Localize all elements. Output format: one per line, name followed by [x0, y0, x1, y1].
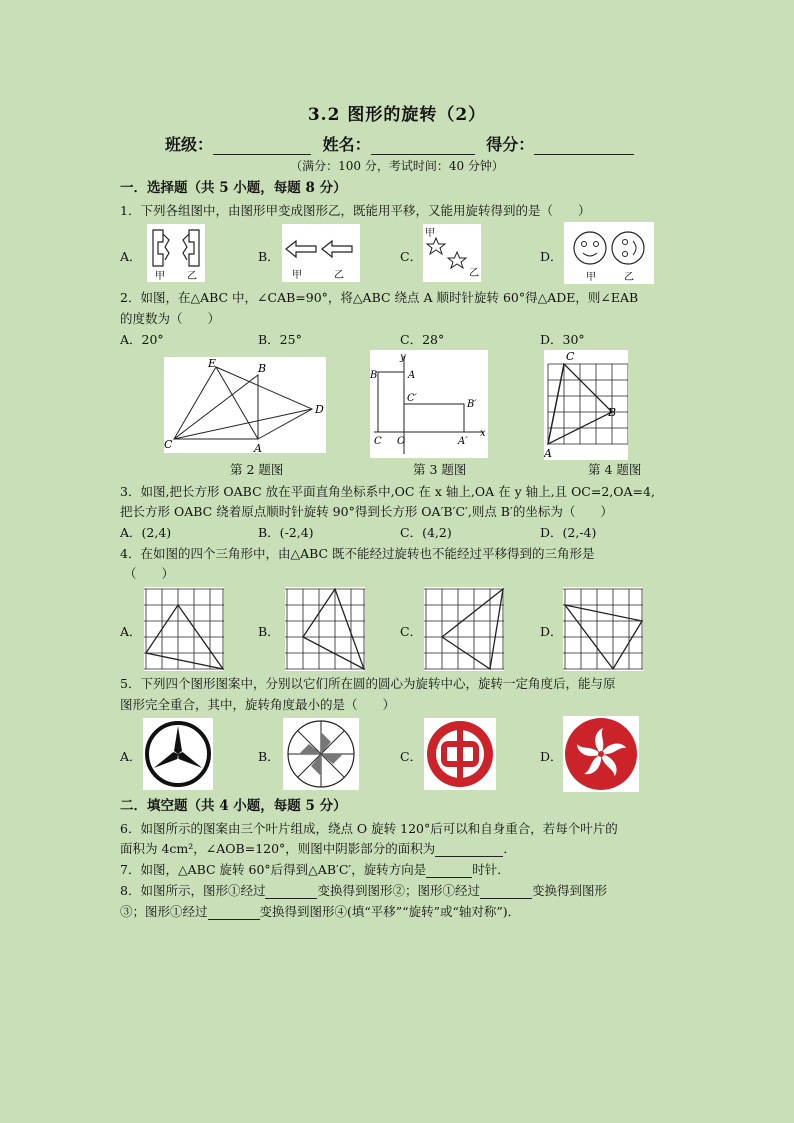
fig2: [164, 357, 326, 453]
fig2-label-e: E: [208, 357, 217, 370]
section2-heading: 二．填空题（共 4 小题，每题 5 分）: [120, 798, 347, 814]
q6-answer-blank[interactable]: [435, 842, 503, 857]
page-title: 3.2 图形的旋转（2）: [307, 105, 487, 125]
q1b-yi: 乙: [334, 270, 344, 281]
q7-end: 时针．: [472, 862, 510, 877]
q5-stem-line1: 5．下列四个图形图案中，分别以它们所在圆的圆心为旋转中心，旋转一定角度后，能与原: [120, 676, 616, 691]
q6-line2-end: ．: [503, 841, 516, 856]
q8-blank-1[interactable]: [265, 884, 317, 899]
fig2-label-a: A: [254, 442, 262, 453]
q5-option-b-label: B．: [258, 749, 280, 764]
q1-option-b-label: B．: [258, 249, 280, 264]
q1c-yi: 乙: [469, 268, 479, 279]
q3-option-d[interactable]: D．(2,-4): [540, 525, 597, 540]
bank-logo-icon: [424, 718, 496, 790]
q8-text-c: 变换得到图形: [531, 883, 607, 898]
q8-text-b: 变换得到图形②；图形①经过: [317, 883, 480, 898]
fig3-label-b: B: [370, 370, 378, 381]
q1-option-d-figure[interactable]: [564, 222, 654, 284]
q4-option-a-grid[interactable]: [144, 587, 224, 671]
q8-blank-2[interactable]: [480, 884, 532, 899]
q8-blank-3[interactable]: [208, 905, 260, 920]
q2-stem-line1: 2．如图，在△ABC 中，∠CAB=90°，将△ABC 绕点 A 顺时针旋转 60°得△ADE，则∠EAB: [120, 290, 639, 305]
q5-option-d-label: D．: [540, 749, 563, 764]
q5-option-c-figure[interactable]: [424, 718, 496, 790]
score-label: 得分：: [486, 135, 535, 154]
fig4-caption: 第 4 题图: [588, 462, 642, 477]
q5-option-a-label: A．: [120, 749, 142, 764]
q1-option-d-label: D．: [540, 249, 563, 264]
q4-option-a-label: A．: [120, 624, 142, 639]
q1a-jia: 甲: [155, 271, 165, 282]
class-blank[interactable]: [213, 140, 311, 155]
q1-stem: 1．下列各组图中，由图形甲变成图形乙，既能用平移，又能用旋转得到的是（ ）: [120, 203, 591, 218]
fig2-label-c: C: [164, 438, 173, 451]
q4-option-b-label: B．: [258, 624, 280, 639]
fig4-label-b: B: [608, 406, 617, 419]
q5-stem-line2: 图形完全重合，其中，旋转角度最小的是（ ）: [120, 697, 396, 712]
q3-stem-line1: 3．如图,把长方形 OABC 放在平面直角坐标系中,OC 在 x 轴上,OA 在 y 轴上,且 OC=2,OA=4,: [120, 484, 655, 499]
q1d-yi: 乙: [624, 272, 634, 283]
q4-option-b-grid[interactable]: [285, 587, 365, 671]
q7-text: 7．如图，△ABC 旋转 60°后得到△AB′C′，旋转方向是: [120, 862, 427, 877]
q1a-yi: 乙: [187, 271, 197, 282]
score-blank[interactable]: [534, 140, 634, 155]
three-point-star-icon: [143, 718, 213, 790]
fig4-label-c: C: [566, 350, 575, 363]
q5-option-a-figure[interactable]: [143, 718, 213, 790]
name-blank[interactable]: [371, 140, 475, 155]
fig2-label-b: B: [258, 362, 267, 375]
q3-option-c[interactable]: C．(4,2): [400, 525, 452, 540]
q8-line2: [120, 904, 520, 920]
q4-stem-line2: （ ）: [124, 566, 175, 581]
q8-text-a: 8．如图所示，图形①经过: [120, 883, 266, 898]
fig3-label-b1: B′: [467, 399, 477, 410]
fig3-label-y: y: [400, 352, 406, 363]
bauhinia-flower-icon: [563, 716, 639, 792]
q1-option-b-figure[interactable]: [282, 224, 360, 282]
q6-line2-text: 面积为 4cm²，∠AOB=120°，则图中阴影部分的面积为: [120, 841, 436, 856]
class-label: 班级：: [165, 135, 214, 154]
q1-option-c-figure[interactable]: [423, 224, 481, 282]
section1-heading: 一．选择题（共 5 小题，每题 8 分）: [120, 180, 347, 196]
q7-answer-blank[interactable]: [426, 863, 472, 878]
q1-option-a-label: A．: [120, 249, 142, 264]
q6-line2: [120, 841, 516, 857]
exam-meta: （满分：100 分，考试时间：40 分钟）: [290, 159, 504, 173]
q2-option-b[interactable]: B．25°: [258, 332, 302, 347]
q4-stem-line1: 4．在如图的四个三角形中，由△ABC 既不能经过旋转也不能经过平移得到的三角形是: [120, 546, 595, 561]
fig3-caption: 第 3 题图: [413, 462, 467, 477]
fig3-label-c: C: [374, 436, 382, 447]
q1-option-c-label: C．: [400, 249, 423, 264]
q2-option-c[interactable]: C．28°: [400, 332, 445, 347]
fig4-label-a: A: [544, 447, 552, 460]
q8-text-e: 变换得到图形④(填“平移”“旋转”或“轴对称”)．: [259, 904, 521, 919]
fig3-label-a: A: [408, 370, 416, 381]
q5-option-d-figure[interactable]: [563, 716, 639, 792]
fig4: [544, 350, 628, 460]
q3-option-b[interactable]: B．(-2,4): [258, 525, 314, 540]
q4-option-d-label: D．: [540, 624, 563, 639]
q4-option-d-grid[interactable]: [563, 587, 643, 671]
q6-line1: 6．如图所示的图案由三个叶片组成，绕点 O 旋转 120°后可以和自身重合，若每个叶片的: [120, 821, 618, 836]
fig3-label-c1: C′: [407, 393, 417, 404]
q7-line: [120, 862, 510, 878]
fig3-label-x: x: [480, 428, 486, 439]
fig3: [370, 350, 488, 458]
q5-option-b-figure[interactable]: [283, 718, 359, 790]
q4-option-c-label: C．: [400, 624, 423, 639]
q2-option-a[interactable]: A．20°: [120, 332, 164, 347]
q1c-jia: 甲: [425, 228, 435, 239]
q3-stem-line2: 把长方形 OABC 绕着原点顺时针旋转 90°得到长方形 OA′B′C′,则点 B′的坐标为（ ）: [120, 504, 613, 519]
q4-option-c-grid[interactable]: [424, 587, 504, 671]
q1b-jia: 甲: [292, 270, 302, 281]
q2-stem-line2: 的度数为（ ）: [120, 311, 221, 326]
q8-line1: [120, 883, 607, 899]
fig2-label-d: D: [315, 403, 324, 416]
q3-option-a[interactable]: A．(2,4): [120, 525, 172, 540]
fig3-label-o: O: [397, 436, 406, 447]
q1-option-a-figure[interactable]: [147, 224, 205, 282]
q2-option-d[interactable]: D．30°: [540, 332, 585, 347]
q1d-jia: 甲: [586, 272, 596, 283]
q5-option-c-label: C．: [400, 749, 423, 764]
q8-text-d: ③；图形①经过: [120, 904, 208, 919]
student-info-row: [165, 132, 634, 155]
fig3-label-a1: A′: [458, 436, 468, 447]
pinwheel-icon: [283, 718, 359, 790]
fig2-caption: 第 2 题图: [230, 462, 284, 477]
name-label: 姓名：: [322, 135, 371, 154]
